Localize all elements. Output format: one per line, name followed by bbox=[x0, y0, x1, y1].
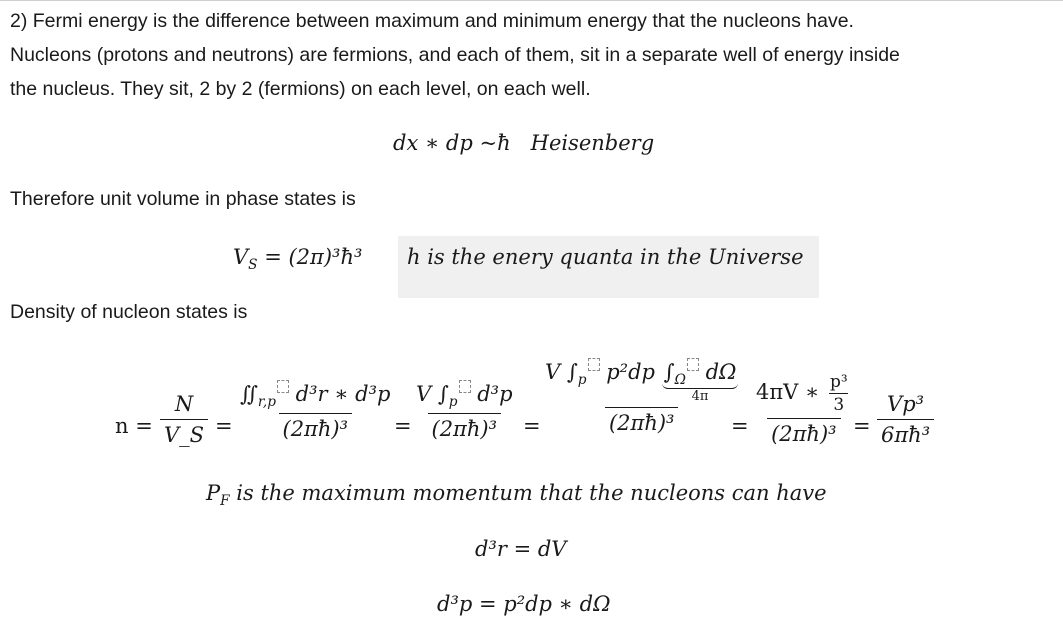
vs-subscript: S bbox=[248, 257, 258, 274]
four-pi-underbrace: 4π bbox=[691, 389, 709, 405]
unit-volume-label: Therefore unit volume in phase states is bbox=[10, 188, 356, 210]
pf-subscript: F bbox=[220, 493, 230, 510]
intro-paragraph bbox=[10, 4, 1055, 106]
vs-rhs: = (2π)³ħ³ bbox=[257, 245, 363, 269]
fraction-four-pi bbox=[752, 372, 856, 446]
fraction-solid-angle bbox=[541, 358, 742, 435]
frac5-numerator bbox=[752, 372, 856, 418]
frac4-numerator: V $\int_p$ p²dp $\int_\Omega$ dΩ 4π bbox=[545, 360, 737, 405]
frac1-denominator: V_S bbox=[160, 419, 208, 447]
frac6-denominator: 6πħ³ bbox=[877, 419, 934, 447]
frac2-numerator: $∬_{r,p}$ d³r ∗ d³p bbox=[240, 382, 391, 411]
equals-4: = bbox=[731, 414, 749, 438]
heisenberg-equation bbox=[393, 131, 654, 155]
frac6-numerator: Vp³ bbox=[887, 392, 925, 416]
equals-1: = bbox=[215, 414, 233, 438]
placeholder-box bbox=[588, 358, 600, 371]
frac5-small-num: p³ bbox=[829, 372, 848, 392]
placeholder-box bbox=[459, 380, 471, 393]
intro-line-2: Nucleons (protons and neutrons) are fermions, and each of them, sit in a separate well of energy inside bbox=[10, 44, 900, 66]
placeholder-box bbox=[277, 380, 289, 393]
pf-text: is the maximum momentum that the nucleons can have bbox=[229, 481, 827, 505]
quanta-note: h is the enery quanta in the Universe bbox=[407, 245, 804, 269]
frac3-denominator: (2πħ)³ bbox=[428, 413, 502, 441]
pf-symbol: P bbox=[206, 481, 221, 505]
n-equals: n = bbox=[115, 414, 153, 438]
frac1-numerator: N bbox=[174, 392, 194, 416]
intro-line-1: 2) Fermi energy is the difference between maximum and minimum energy that the nucleons have. bbox=[10, 10, 854, 32]
d3p-equation: d³p = p²dp ∗ dΩ bbox=[437, 592, 611, 616]
fraction-phase-integral bbox=[236, 380, 395, 441]
heisenberg-formula: dx ∗ dp ~ħ bbox=[393, 131, 511, 155]
frac4-denominator: (2πħ)³ bbox=[605, 407, 679, 435]
fraction-n-over-vs bbox=[160, 392, 208, 447]
frac5-denominator: (2πħ)³ bbox=[767, 418, 841, 446]
vs-symbol: V bbox=[233, 245, 249, 269]
pf-statement bbox=[206, 481, 827, 509]
equals-2: = bbox=[394, 414, 412, 438]
d3r-equation: d³r = dV bbox=[475, 537, 567, 561]
equals-3: = bbox=[523, 414, 541, 438]
density-label: Density of nucleon states is bbox=[10, 301, 248, 323]
heisenberg-name: Heisenberg bbox=[530, 131, 655, 155]
intro-line-3: the nucleus. They sit, 2 by 2 (fermions) on each level, on each well. bbox=[10, 78, 591, 100]
vs-equation bbox=[233, 245, 362, 273]
frac5-prefix: 4πV ∗ bbox=[756, 380, 820, 404]
top-border bbox=[0, 0, 1063, 1]
frac2-denominator: (2πħ)³ bbox=[279, 413, 353, 441]
fraction-result bbox=[877, 392, 934, 447]
frac3-numerator: V $\int_p$ d³p bbox=[416, 382, 513, 411]
fraction-momentum-integral bbox=[412, 380, 517, 441]
equals-5: = bbox=[853, 414, 871, 438]
frac5-small-den: 3 bbox=[829, 393, 848, 415]
